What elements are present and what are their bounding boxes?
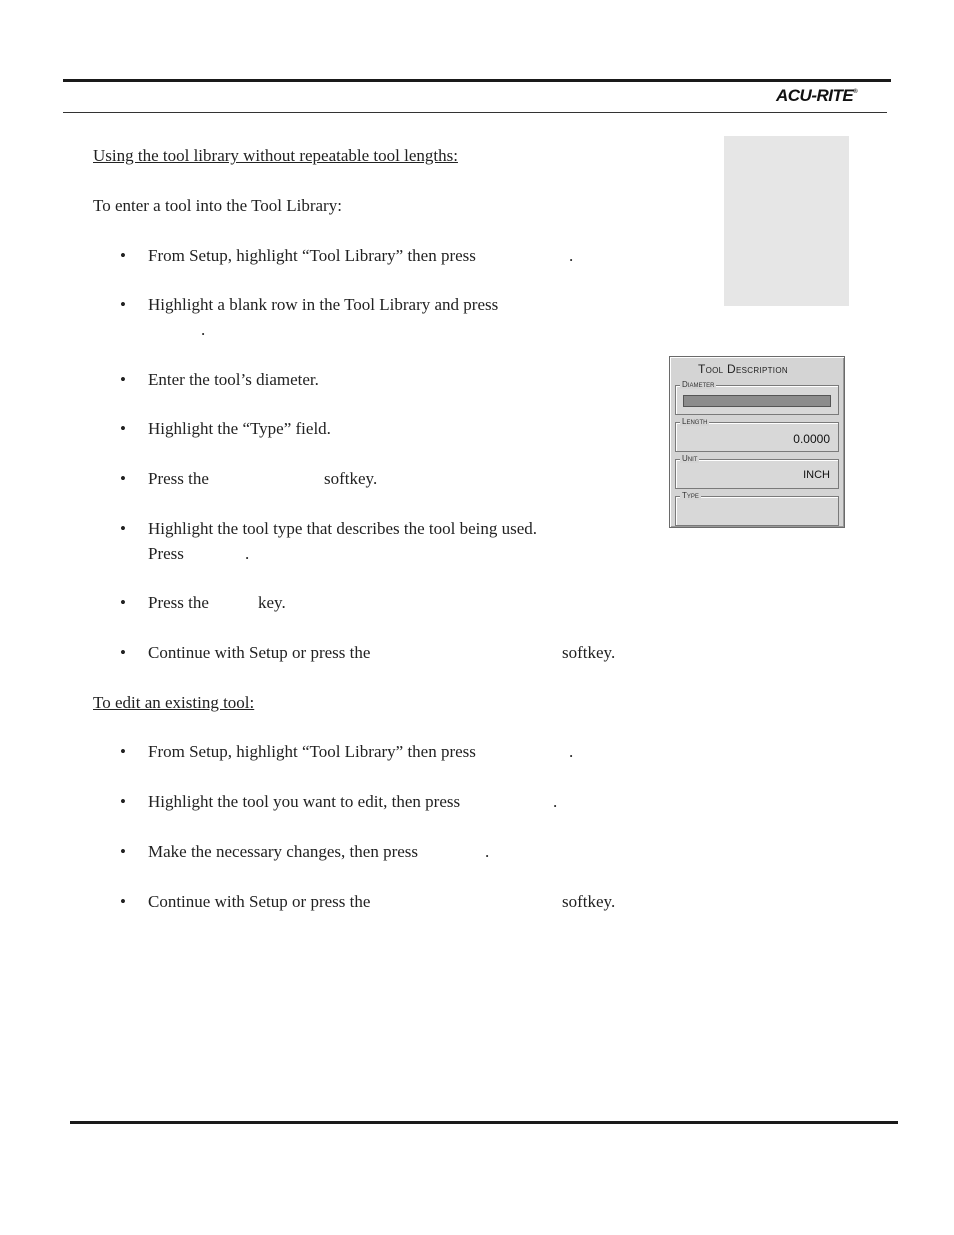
header-rule <box>63 79 891 82</box>
footer-rule <box>70 1121 898 1124</box>
bullet-marker: • <box>120 469 126 488</box>
step-tail: softkey. <box>562 643 616 662</box>
bullet-marker: • <box>120 892 126 911</box>
step-text: Enter the tool’s diameter. <box>148 370 319 389</box>
bullet-marker: • <box>120 519 126 538</box>
step-text: Highlight the tool you want to edit, then press <box>148 792 461 811</box>
header-rule-thin <box>63 112 887 113</box>
unit-label: Unit <box>682 454 698 463</box>
step-tail: . <box>485 842 490 861</box>
step-text: Highlight a blank row in the Tool Library and press <box>148 295 499 314</box>
step-tail: . <box>553 792 558 811</box>
bullet-marker: • <box>120 419 126 438</box>
step-text: Continue with Setup or press the <box>148 643 371 662</box>
intro-text: To enter a tool into the Tool Library: <box>93 196 342 215</box>
unit-value: INCH <box>803 469 830 481</box>
step-text: Press the <box>148 469 209 488</box>
section-heading-edit-tool: To edit an existing tool: <box>93 693 255 712</box>
bullet-marker: • <box>120 643 126 662</box>
step-text-line2: Press <box>148 544 184 563</box>
diameter-field[interactable] <box>675 385 839 415</box>
step-text: Highlight the tool type that describes the tool being used. <box>148 519 538 538</box>
bullet-marker: • <box>120 742 126 761</box>
unit-field[interactable] <box>675 459 839 489</box>
step-tail: softkey. <box>324 469 378 488</box>
step-text: Continue with Setup or press the <box>148 892 371 911</box>
step-tail: . <box>201 320 206 339</box>
type-label: Type <box>682 491 699 500</box>
step-text: Highlight the “Type” field. <box>148 419 331 438</box>
bullet-marker: • <box>120 593 126 612</box>
step-tail: . <box>569 742 574 761</box>
step-tail: key. <box>258 593 286 612</box>
type-field[interactable] <box>675 496 839 526</box>
length-field[interactable] <box>675 422 839 452</box>
bullet-marker: • <box>120 842 126 861</box>
bullet-marker: • <box>120 792 126 811</box>
bullet-marker: • <box>120 246 126 265</box>
section-heading-no-repeatable: Using the tool library without repeatable tool lengths: <box>93 146 458 165</box>
step-tail: softkey. <box>562 892 616 911</box>
diameter-highlight-bar <box>683 395 831 407</box>
bullet-marker: • <box>120 370 126 389</box>
step-text: Press the <box>148 593 209 612</box>
sidebar-note-box <box>724 136 849 306</box>
acu-rite-logo: ACU-RITE® <box>776 86 858 105</box>
bullet-marker: • <box>120 295 126 314</box>
step-text: Make the necessary changes, then press <box>148 842 419 861</box>
step-tail: . <box>569 246 574 265</box>
step-text: From Setup, highlight “Tool Library” then press <box>148 246 476 265</box>
panel-title: Tool Description <box>698 362 788 376</box>
length-label: Length <box>682 417 708 426</box>
tool-description-panel <box>669 356 845 528</box>
diameter-label: Diameter <box>682 380 715 389</box>
step-tail: . <box>245 544 250 563</box>
length-value: 0.0000 <box>793 432 830 446</box>
step-text: From Setup, highlight “Tool Library” then press <box>148 742 476 761</box>
